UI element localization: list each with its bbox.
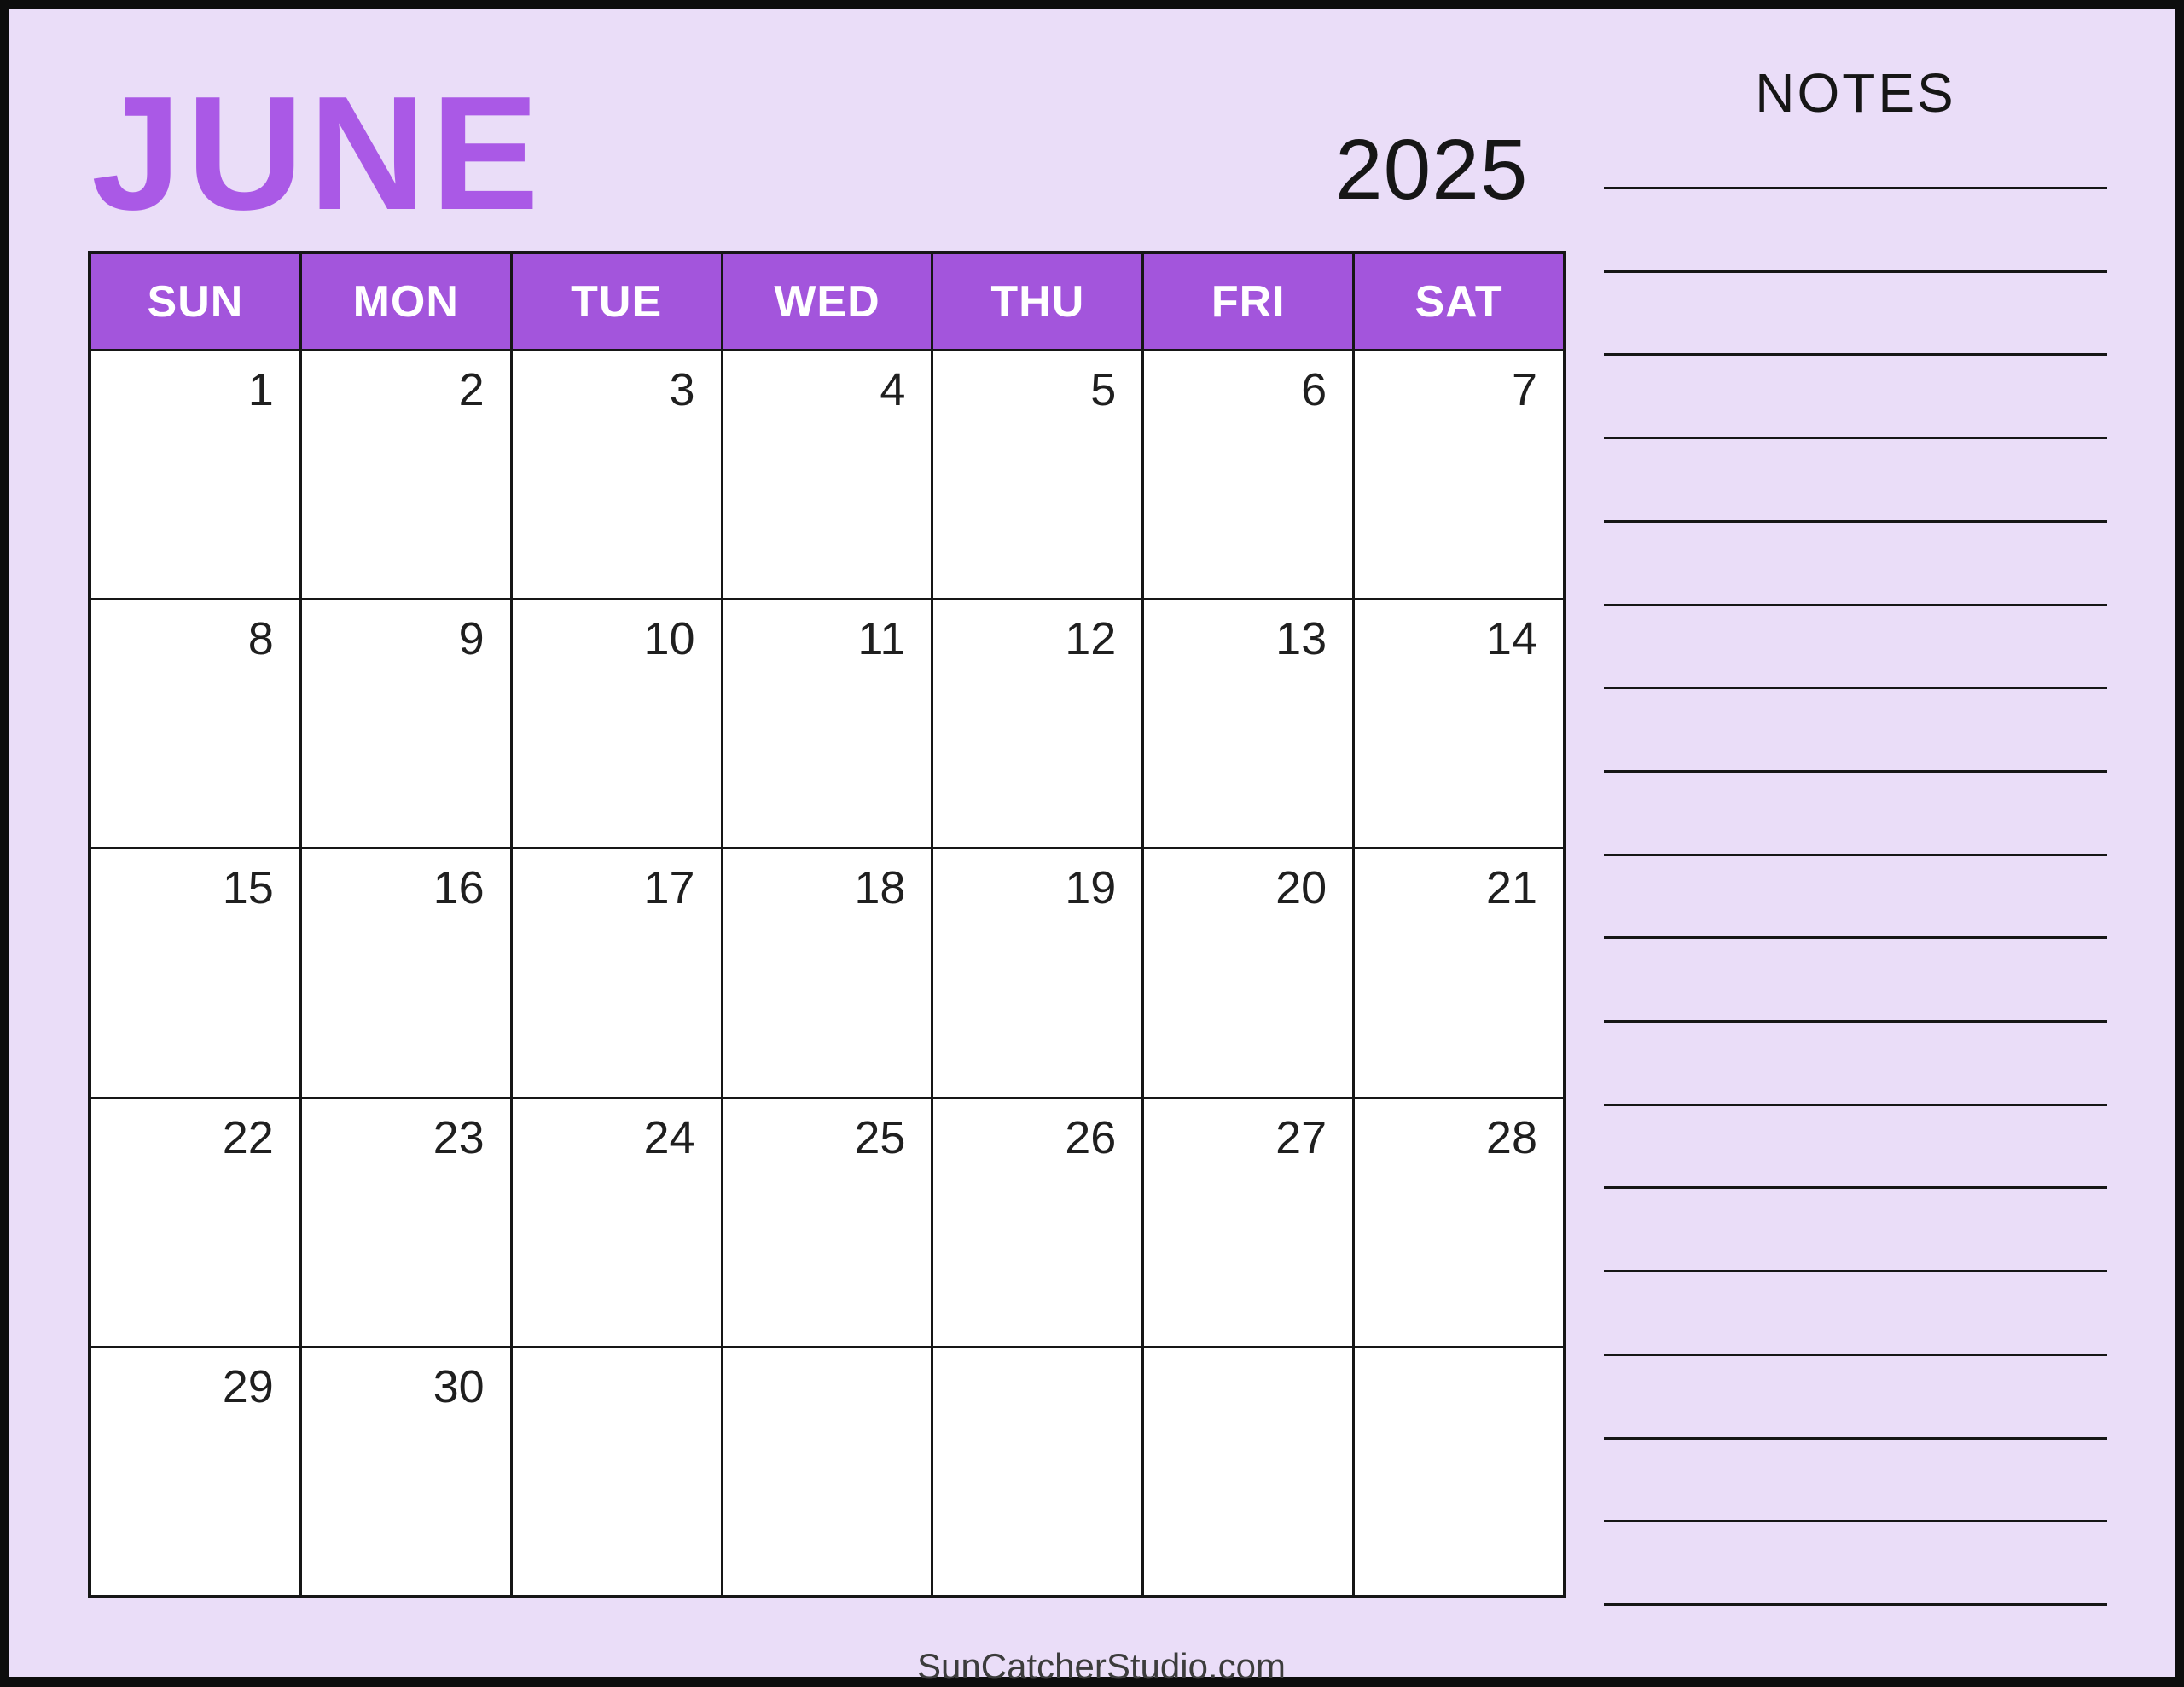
notes-line [1604, 1186, 2107, 1189]
weekday-header-sat: SAT [1355, 254, 1563, 349]
notes-line [1604, 1437, 2107, 1440]
day-cell-11: 11 [723, 600, 932, 847]
day-cell-4: 4 [723, 351, 932, 598]
weekday-header-fri: FRI [1144, 254, 1352, 349]
notes-line [1604, 687, 2107, 689]
notes-line [1604, 1104, 2107, 1106]
day-cell-23: 23 [302, 1099, 510, 1346]
month-title: JUNE [91, 63, 544, 244]
day-cell-7: 7 [1355, 351, 1563, 598]
notes-lines [1604, 187, 2107, 1609]
notes-line [1604, 936, 2107, 939]
day-cell-8: 8 [91, 600, 299, 847]
day-cell-17: 17 [513, 849, 721, 1096]
day-cell-19: 19 [933, 849, 1141, 1096]
notes-line [1604, 520, 2107, 523]
day-cell-9: 9 [302, 600, 510, 847]
weekday-header-tue: TUE [513, 254, 721, 349]
day-cell-13: 13 [1144, 600, 1352, 847]
footer-website: SunCatcherStudio.com [917, 1646, 1286, 1686]
day-cell-empty [723, 1348, 932, 1595]
weekday-header-mon: MON [302, 254, 510, 349]
notes-line [1604, 270, 2107, 273]
day-cell-2: 2 [302, 351, 510, 598]
day-cell-empty [1355, 1348, 1563, 1595]
notes-line [1604, 1020, 2107, 1023]
year-title: 2025 [1335, 122, 1529, 217]
notes-line [1604, 1354, 2107, 1356]
day-cell-27: 27 [1144, 1099, 1352, 1346]
day-cell-26: 26 [933, 1099, 1141, 1346]
day-cell-14: 14 [1355, 600, 1563, 847]
notes-line [1604, 604, 2107, 606]
day-cell-10: 10 [513, 600, 721, 847]
weekday-header-sun: SUN [91, 254, 299, 349]
day-cell-empty [933, 1348, 1141, 1595]
day-cell-empty [513, 1348, 721, 1595]
day-cell-16: 16 [302, 849, 510, 1096]
notes-line [1604, 1270, 2107, 1272]
day-cell-empty [1144, 1348, 1352, 1595]
notes-line [1604, 854, 2107, 856]
weekday-header-wed: WED [723, 254, 932, 349]
notes-line [1604, 353, 2107, 356]
calendar-grid [88, 251, 1566, 1598]
notes-line [1604, 1520, 2107, 1522]
calendar-sheet [9, 9, 2175, 1686]
day-cell-29: 29 [91, 1348, 299, 1595]
day-cell-1: 1 [91, 351, 299, 598]
day-cell-15: 15 [91, 849, 299, 1096]
day-cell-5: 5 [933, 351, 1141, 598]
day-cell-25: 25 [723, 1099, 932, 1346]
notes-title: NOTES [1755, 62, 1956, 124]
day-cell-22: 22 [91, 1099, 299, 1346]
notes-line [1604, 770, 2107, 773]
day-cell-6: 6 [1144, 351, 1352, 598]
day-cell-24: 24 [513, 1099, 721, 1346]
day-cell-18: 18 [723, 849, 932, 1096]
weekday-header-thu: THU [933, 254, 1141, 349]
notes-line [1604, 437, 2107, 439]
notes-line [1604, 187, 2107, 189]
day-cell-30: 30 [302, 1348, 510, 1595]
day-cell-3: 3 [513, 351, 721, 598]
day-cell-28: 28 [1355, 1099, 1563, 1346]
notes-line [1604, 1603, 2107, 1606]
day-cell-12: 12 [933, 600, 1141, 847]
day-cell-20: 20 [1144, 849, 1352, 1096]
day-cell-21: 21 [1355, 849, 1563, 1096]
